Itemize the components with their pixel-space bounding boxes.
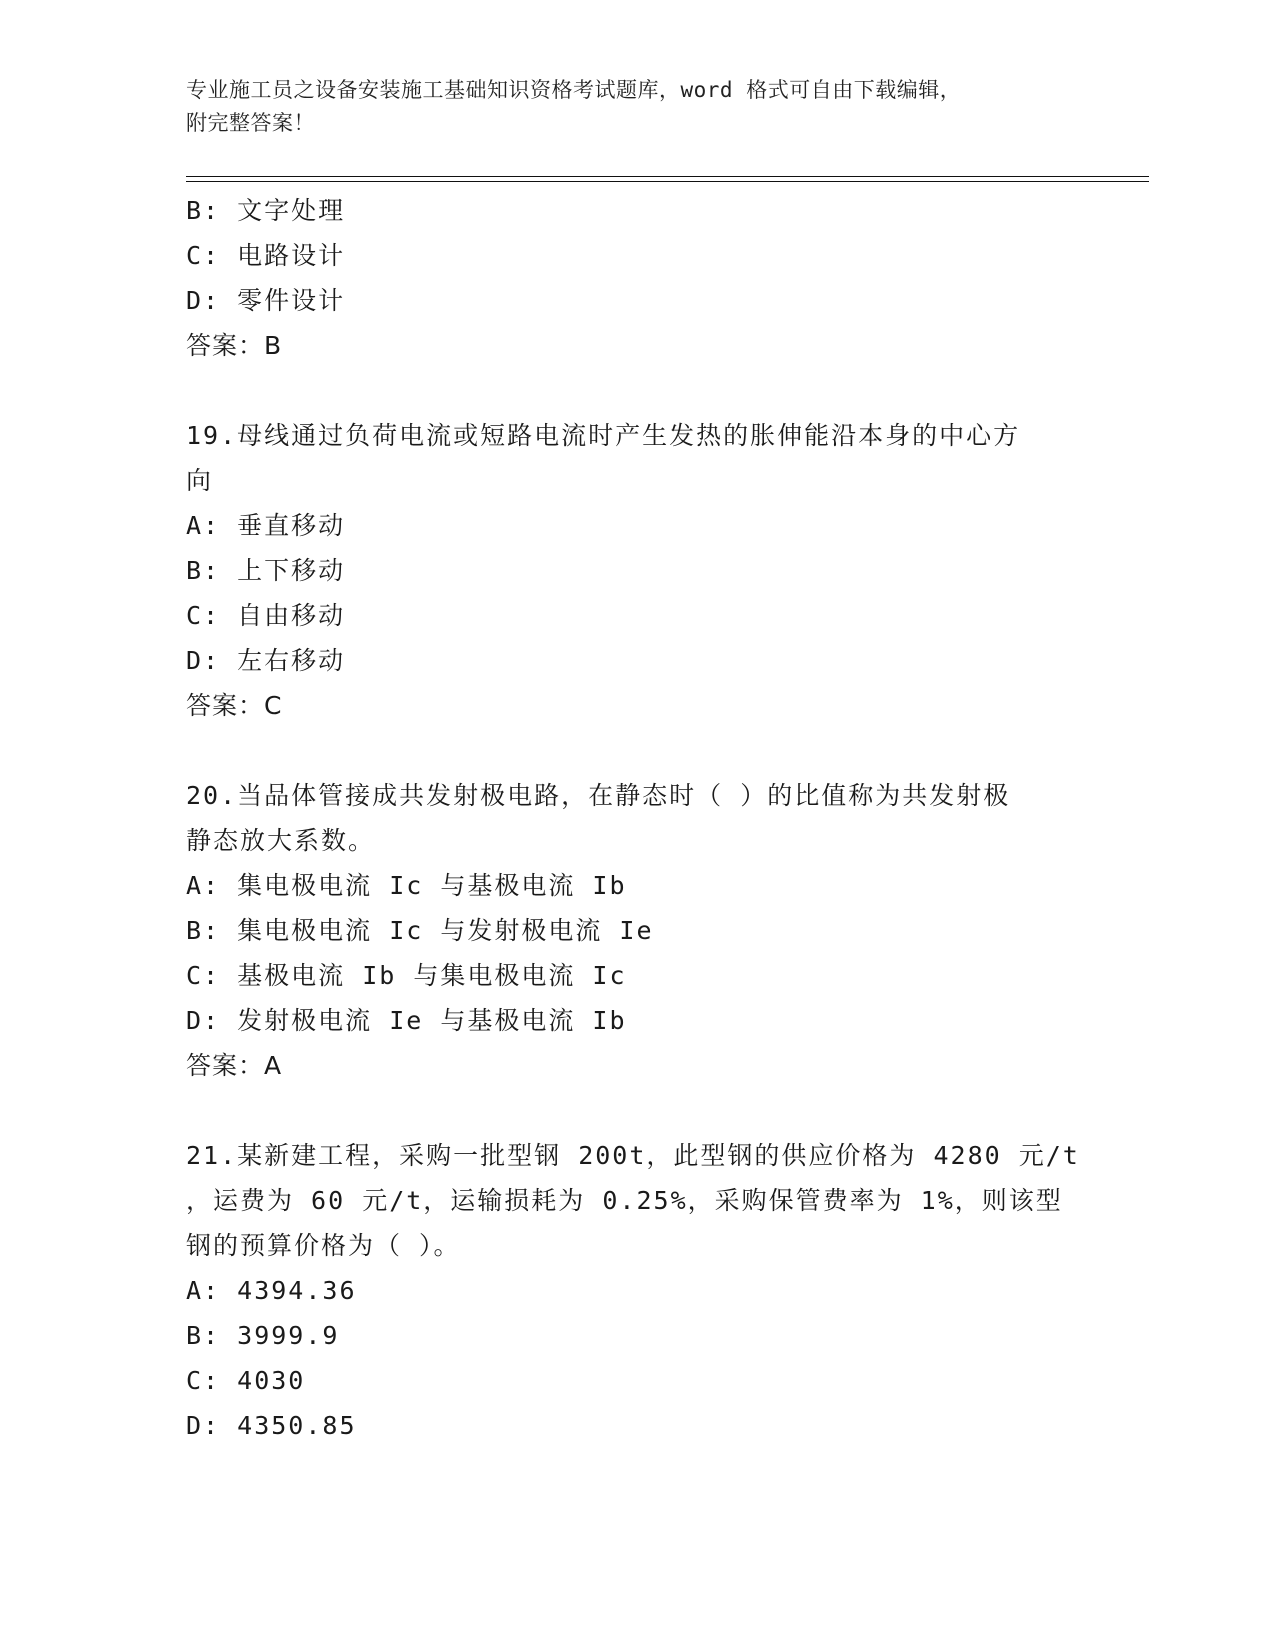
question-stem-line: 19.母线通过负荷电流或短路电流时产生发热的胀伸能沿本身的中心方: [186, 421, 1021, 450]
option-b: B: 文字处理: [186, 196, 346, 225]
option-a: A: 垂直移动: [186, 511, 346, 540]
option-b: B: 3999.9: [186, 1321, 340, 1350]
option-c: C: 基极电流 Ib 与集电极电流 Ic: [186, 961, 627, 990]
option-c: C: 自由移动: [186, 601, 346, 630]
question-19: [186, 413, 1086, 728]
question-18: [186, 188, 1086, 368]
option-a: A: 集电极电流 Ic 与基极电流 Ib: [186, 871, 627, 900]
spacer: [186, 368, 1086, 413]
option-a: A: 4394.36: [186, 1276, 357, 1305]
question-stem-line: 21.某新建工程，采购一批型钢 200t，此型钢的供应价格为 4280 元/t: [186, 1141, 1080, 1170]
header-line-1: 专业施工员之设备安装施工基础知识资格考试题库，word 格式可自由下载编辑，: [186, 78, 962, 102]
question-21: [186, 1133, 1086, 1448]
question-stem-line: 20.当品体管接成共发射极电路，在静态时（ ）的比值称为共发射极: [186, 781, 1011, 810]
option-b: B: 集电极电流 Ic 与发射极电流 Ie: [186, 916, 654, 945]
question-20: [186, 773, 1086, 1088]
header-divider: [186, 176, 1149, 182]
option-d: D: 零件设计: [186, 286, 346, 315]
question-stem-line: 静态放大系数。: [186, 826, 376, 855]
answer: 答案：B: [186, 331, 283, 360]
question-stem-line: 向: [186, 466, 214, 495]
question-list: [186, 188, 1086, 1448]
option-d: D: 4350.85: [186, 1411, 357, 1440]
option-c: C: 电路设计: [186, 241, 346, 270]
header-line-2: 附完整答案！: [186, 111, 315, 135]
question-stem-line: ，运费为 60 元/t，运输损耗为 0.25%，采购保管费率为 1%，则该型: [186, 1186, 1063, 1215]
spacer: [186, 1088, 1086, 1133]
option-d: D: 发射极电流 Ie 与基极电流 Ib: [186, 1006, 627, 1035]
answer: 答案：C: [186, 691, 283, 720]
spacer: [186, 728, 1086, 773]
question-stem-line: 钢的预算价格为（ ）。: [186, 1231, 461, 1260]
option-b: B: 上下移动: [186, 556, 346, 585]
option-c: C: 4030: [186, 1366, 306, 1395]
answer: 答案：A: [186, 1051, 283, 1080]
option-d: D: 左右移动: [186, 646, 346, 675]
document-header: [186, 74, 1066, 140]
